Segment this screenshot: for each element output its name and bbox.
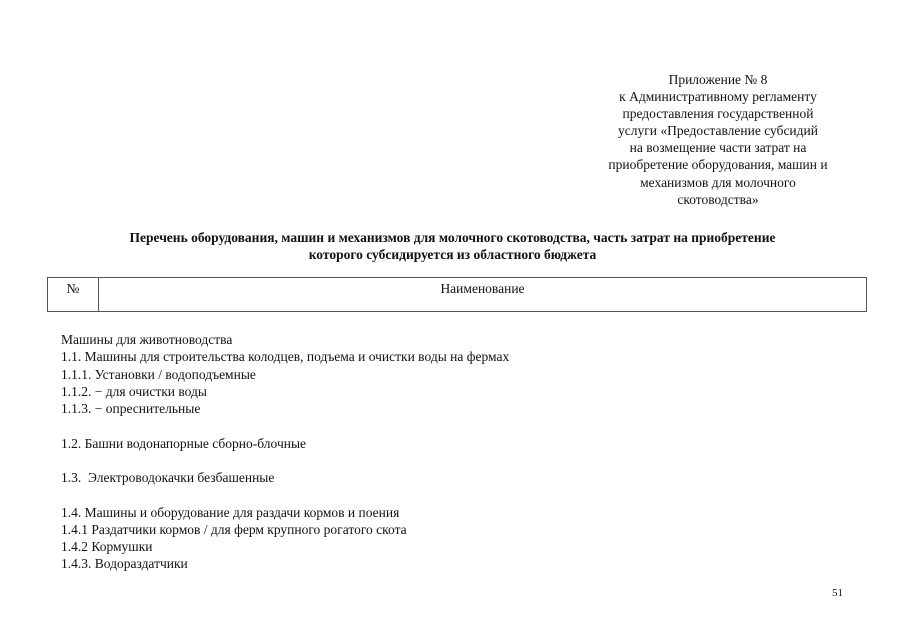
appendix-block — [580, 71, 856, 208]
appendix-line: Приложение № 8 — [668, 72, 768, 87]
table-header-row — [47, 277, 867, 312]
appendix-line: предоставления государственной — [622, 106, 814, 122]
appendix-line: скотоводства» — [677, 191, 759, 207]
list-item: 1.1.1. Установки / водоподъемные — [61, 367, 256, 382]
appendix-line: приобретение оборудования, машин и — [608, 157, 828, 173]
list-item: 1.1.2. − для очистки воды — [61, 384, 207, 399]
list-item: 1.4.3. Водораздатчики — [61, 556, 188, 571]
title-line: которого субсидируется из областного бюджета — [308, 247, 597, 262]
list-item: Машины для животноводства — [61, 332, 233, 347]
list-item: 1.4.2 Кормушки — [61, 539, 153, 554]
page-number: 51 — [832, 587, 843, 599]
document-title — [50, 229, 855, 263]
appendix-line: на возмещение части затрат на — [629, 140, 807, 156]
list-item: 1.4.1 Раздатчики кормов / для ферм крупного рогатого скота — [61, 522, 407, 537]
appendix-line: к Административному регламенту — [619, 89, 817, 105]
appendix-line: услуги «Предоставление субсидий — [618, 123, 818, 139]
name-column-header: Наименование — [440, 281, 525, 296]
list-item: 1.1.3. − опреснительные — [61, 401, 201, 416]
title-line: Перечень оборудования, машин и механизмов для молочного скотоводства, часть затрат на приобретение — [129, 230, 776, 245]
list-item: 1.4. Машины и оборудование для раздачи кормов и поения — [61, 505, 400, 520]
list-item: 1.3. Электроводокачки безбашенные — [61, 470, 275, 485]
number-column-header: № — [48, 278, 99, 311]
list-item: 1.2. Башни водонапорные сборно-блочные — [61, 436, 307, 451]
list-item: 1.1. Машины для строительства колодцев, подъема и очистки воды на фермах — [61, 349, 510, 364]
appendix-line: механизмов для молочного — [640, 174, 796, 190]
